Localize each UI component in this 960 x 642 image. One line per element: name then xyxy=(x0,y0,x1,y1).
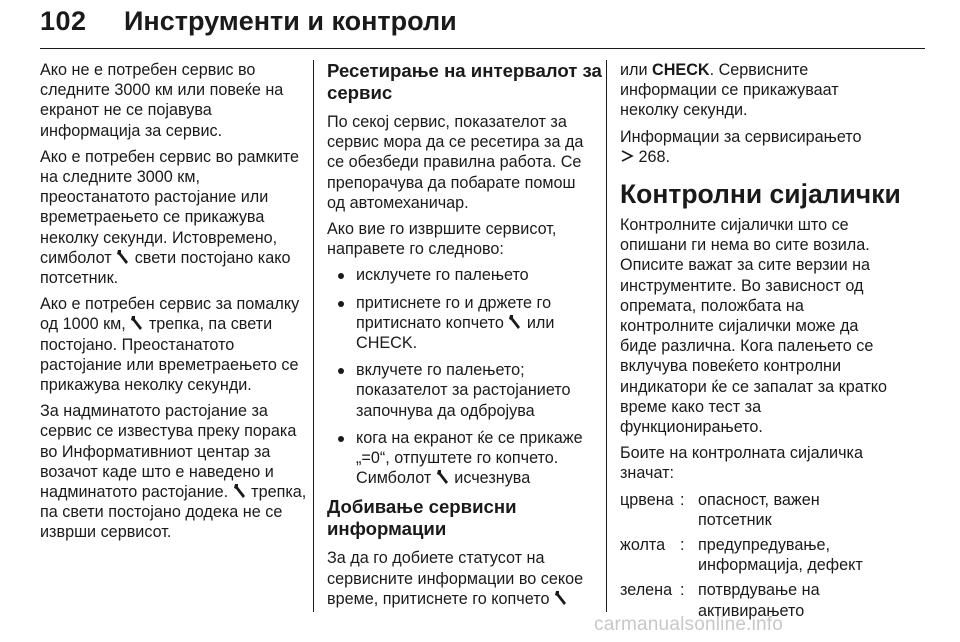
color-description: потврдување на активирањето xyxy=(698,581,820,620)
separator: : xyxy=(680,581,685,600)
list-item: исклучете го палењето xyxy=(327,265,595,285)
reset-steps-list xyxy=(327,265,595,488)
color-name: зелена xyxy=(620,581,673,600)
bullet-icon xyxy=(338,301,344,307)
section-title: Инструменти и контроли xyxy=(124,6,457,36)
heading-reset-interval: Ресетирање на интервалот за сервис xyxy=(327,60,602,103)
color-name: црвена xyxy=(620,490,674,509)
page-number: 102 xyxy=(40,6,87,36)
watermark: carmanualsonline.info xyxy=(594,614,784,635)
column-divider-right xyxy=(606,60,607,612)
list-item: притиснете го и држете го притиснато копчето или CHECK. xyxy=(327,293,595,354)
list-item: вклучете го палењето; показателот за растојанието започнува да одбројува xyxy=(327,360,595,421)
bullet-icon xyxy=(338,436,344,442)
color-name: жолта xyxy=(620,536,666,555)
color-description: предупредување, информација, дефект xyxy=(698,536,863,575)
paragraph-service-1000: Ако е потребен сервис за помалку од 1000 км, трепка, па свети постојано. Преостанатото растојание или времетраењето се прикажува неколку секунди. xyxy=(40,295,300,395)
paragraph-reset-info: По секој сервис, показателот за сервис мора да се ресетира за да се обезбеди правилна работа. Се препорачува да побарате помош од автомеханичар. xyxy=(327,113,584,212)
table-row xyxy=(620,490,863,535)
paragraph-service-reference: Информации за сервисирањето 268. xyxy=(620,127,862,166)
color-description: опасност, важен потсетник xyxy=(698,490,820,529)
column-2 xyxy=(327,60,602,615)
paragraph-warning-lights-info: Контролните сијалички што се опишани ги нема во сите возила. Описите важат за сите верзии на инструментите. Во зависност од опремата, положбата на контролните сијалички може да биде различна. Кога палењето се вклучува повеќето контролни индикатори ќе се запалат за кратко време како тест за функционирањето. xyxy=(620,216,888,437)
paragraph-service-3000: Ако е потребен сервис во рамките на следните 3000 км, преостанатото растојание или времетраењето се прикажува неколку секунди. Истовремено, симболот свети постојано како потсетник. xyxy=(40,147,299,288)
wrench-icon xyxy=(233,483,247,499)
bullet-icon xyxy=(338,368,344,374)
separator: : xyxy=(680,490,685,509)
heading-service-info: Добивање сервисни информации xyxy=(327,496,517,540)
table-row xyxy=(620,535,863,580)
color-meaning-table xyxy=(620,490,863,626)
paragraph-service-exceeded: За надминатото растојание за сервис се известува преку порака во Информативниот центар за возачот каде што е наведено и надминатото растојание. трепка, па свети постојано додека не се изврши сервисот. xyxy=(40,402,307,542)
wrench-icon xyxy=(508,314,522,330)
separator: : xyxy=(680,536,685,555)
heading-warning-lights: Контролни сијалички xyxy=(620,179,901,210)
paragraph-get-service-info: За да го добиете статусот на сервисните информации во секое време, притиснете го копчето xyxy=(327,549,584,608)
paragraph-colors-intro: Боите на контролната сијаличка значат: xyxy=(620,444,863,483)
column-divider-left xyxy=(313,60,314,612)
paragraph-no-service: Ако не е потребен сервис во следните 3000 км или повеќе на екранот не се појавува информација за сервис. xyxy=(40,61,284,140)
wrench-icon xyxy=(116,249,130,265)
paragraph-check-continued: или CHECK. Сервисните информации се прикажуваат неколку секунди. xyxy=(620,61,839,120)
column-3 xyxy=(620,60,930,626)
paragraph-reset-steps-intro: Ако вие го извршите сервисот, направете го следново: xyxy=(327,220,557,259)
wrench-icon xyxy=(436,469,450,485)
list-item: кога на екранот ќе се прикаже „=0“, отпуштете го копчето. Симболот исчезнува xyxy=(327,428,595,489)
arrow-reference-icon xyxy=(620,148,634,162)
page-header xyxy=(40,4,925,49)
column-1 xyxy=(40,60,307,549)
wrench-icon xyxy=(130,315,144,331)
bullet-icon xyxy=(338,273,344,279)
wrench-icon xyxy=(554,590,568,606)
